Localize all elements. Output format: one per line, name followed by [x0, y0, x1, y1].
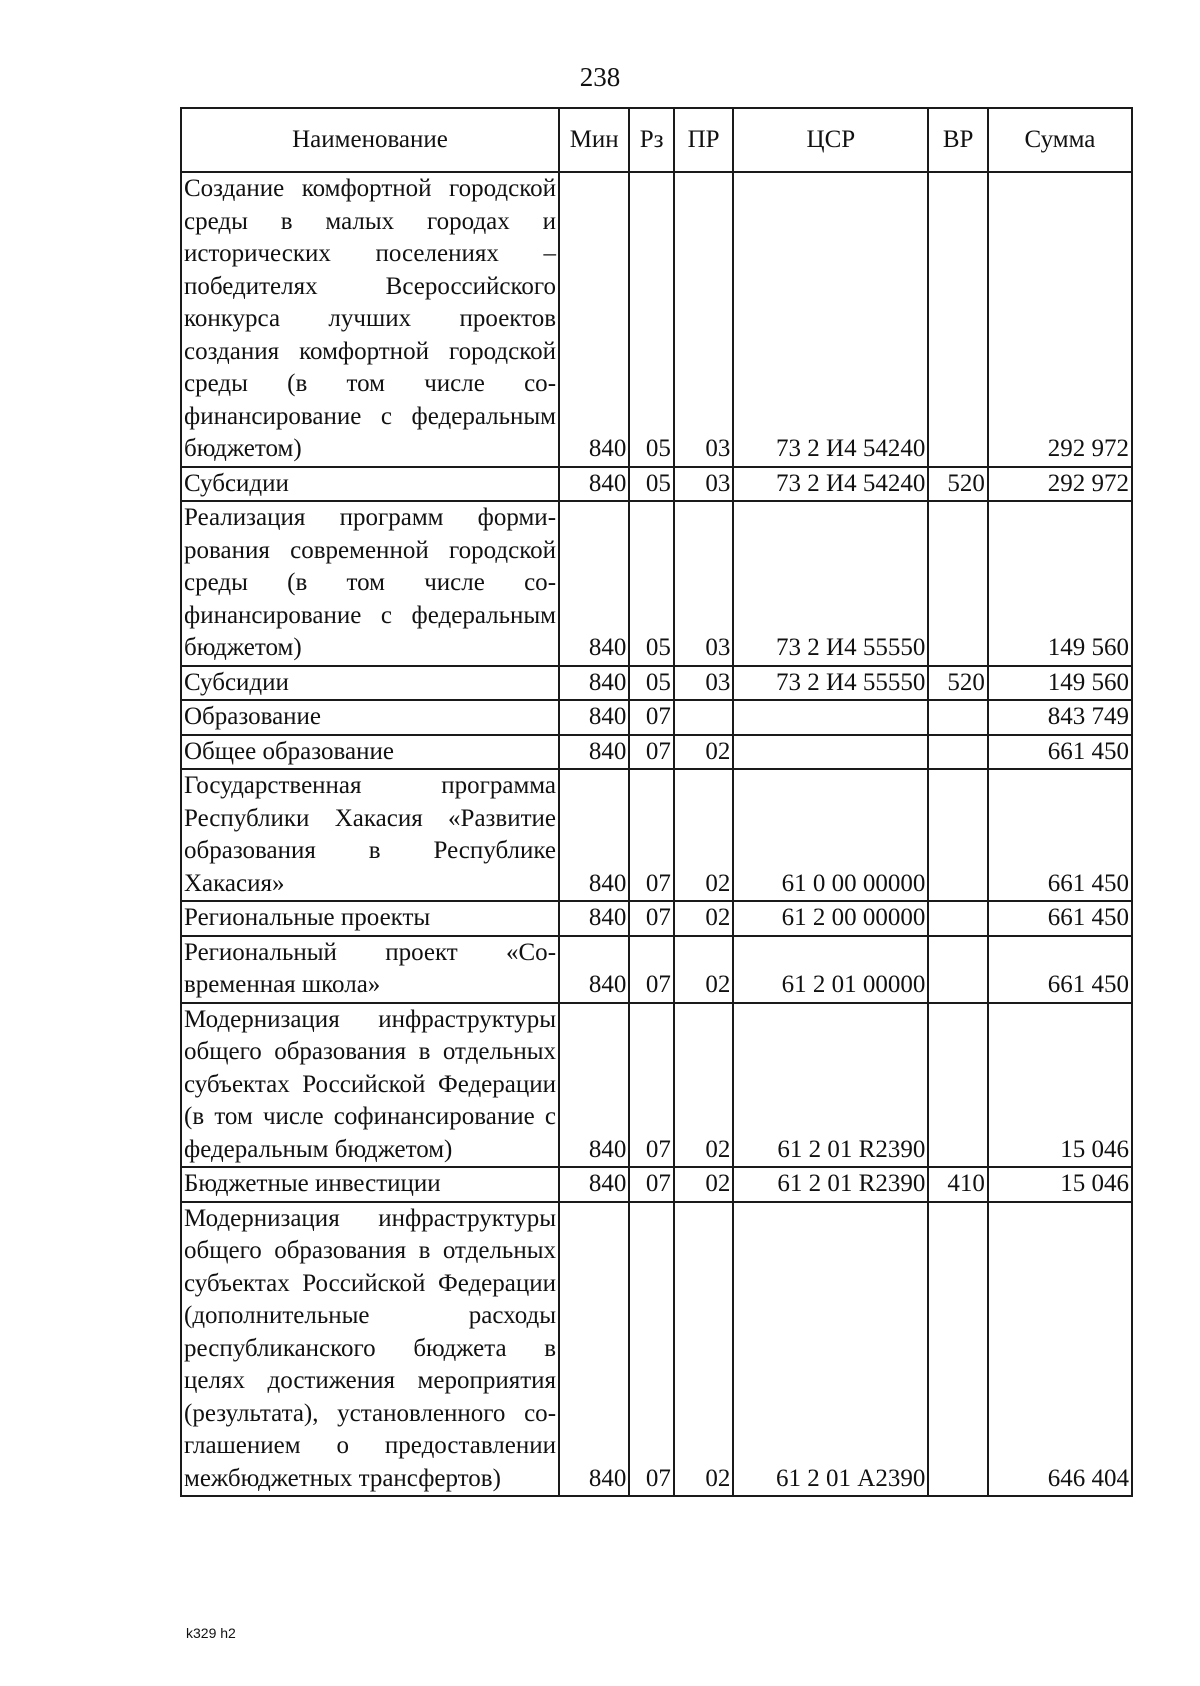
cell-pr: 03: [674, 666, 734, 701]
cell-sum: 292 972: [988, 467, 1132, 502]
cell-vr: [928, 172, 988, 467]
cell-rz: 07: [629, 901, 673, 936]
header-rz: Рз: [629, 108, 673, 172]
cell-min: 840: [559, 501, 629, 666]
cell-csr: 73 2 И4 55550: [733, 501, 928, 666]
cell-vr: [928, 936, 988, 1003]
cell-vr: [928, 700, 988, 735]
cell-rz: 07: [629, 1003, 673, 1168]
cell-min: 840: [559, 172, 629, 467]
header-name: Наименование: [181, 108, 559, 172]
header-min: Мин: [559, 108, 629, 172]
header-sum: Сумма: [988, 108, 1132, 172]
cell-pr: 03: [674, 501, 734, 666]
cell-pr: 02: [674, 1202, 734, 1497]
cell-csr: 61 2 01 R2390: [733, 1167, 928, 1202]
cell-vr: 410: [928, 1167, 988, 1202]
cell-vr: [928, 769, 988, 901]
budget-table: [180, 107, 1133, 1497]
cell-min: 840: [559, 1202, 629, 1497]
cell-name: Образование: [181, 700, 559, 735]
cell-csr: 61 2 01 00000: [733, 936, 928, 1003]
cell-csr: 73 2 И4 55550: [733, 666, 928, 701]
cell-rz: 05: [629, 172, 673, 467]
cell-sum: 661 450: [988, 735, 1132, 770]
table-row: [181, 1003, 1132, 1168]
cell-pr: 03: [674, 467, 734, 502]
header-vr: ВР: [928, 108, 988, 172]
cell-vr: [928, 901, 988, 936]
cell-pr: 02: [674, 901, 734, 936]
table-row: [181, 735, 1132, 770]
cell-sum: 149 560: [988, 666, 1132, 701]
page-number: 238: [579, 62, 621, 92]
cell-name: Бюджетные инвестиции: [181, 1167, 559, 1202]
cell-csr: 73 2 И4 54240: [733, 172, 928, 467]
header-row: [181, 108, 1132, 172]
table-row: [181, 1167, 1132, 1202]
table-row: [181, 769, 1132, 901]
cell-csr: 61 0 00 00000: [733, 769, 928, 901]
cell-name: Модернизация инфраструктуры общего образования в отдельных субъектах Российской Федерации (дополнительные расходы республиканского бюджета в целях достижения мероприятия (результата), установленного соглашением о предоставлении межбюджетных трансфертов): [181, 1202, 559, 1497]
header-pr: ПР: [674, 108, 734, 172]
cell-vr: [928, 735, 988, 770]
cell-name: Субсидии: [181, 666, 559, 701]
cell-rz: 07: [629, 1167, 673, 1202]
table-row: [181, 700, 1132, 735]
cell-sum: 661 450: [988, 936, 1132, 1003]
cell-name: Государственная программа Республики Хакасия «Развитие образования в Республике Хакасия»: [181, 769, 559, 901]
cell-sum: 15 046: [988, 1003, 1132, 1168]
cell-vr: 520: [928, 467, 988, 502]
cell-rz: 07: [629, 769, 673, 901]
cell-min: 840: [559, 901, 629, 936]
cell-csr: [733, 700, 928, 735]
cell-min: 840: [559, 769, 629, 901]
cell-vr: [928, 1202, 988, 1497]
cell-min: 840: [559, 1167, 629, 1202]
cell-sum: 149 560: [988, 501, 1132, 666]
table-row: [181, 666, 1132, 701]
cell-rz: 07: [629, 700, 673, 735]
cell-name: Общее образование: [181, 735, 559, 770]
table-row: [181, 172, 1132, 467]
table-row: [181, 936, 1132, 1003]
cell-sum: 661 450: [988, 769, 1132, 901]
cell-csr: 73 2 И4 54240: [733, 467, 928, 502]
footer-code: k329 h2: [186, 1625, 236, 1641]
cell-pr: [674, 700, 734, 735]
cell-name: Модернизация инфраструктуры общего образования в отдельных субъектах Российской Федерации (в том числе софинансирование с федеральным бюджетом): [181, 1003, 559, 1168]
cell-pr: 02: [674, 735, 734, 770]
table-row: [181, 467, 1132, 502]
cell-name: Реализация программ формирования современной городской среды (в том числе софинансирование с федеральным бюджетом): [181, 501, 559, 666]
cell-min: 840: [559, 1003, 629, 1168]
cell-min: 840: [559, 666, 629, 701]
cell-name: Субсидии: [181, 467, 559, 502]
cell-sum: 843 749: [988, 700, 1132, 735]
cell-rz: 05: [629, 501, 673, 666]
cell-rz: 07: [629, 735, 673, 770]
cell-pr: 02: [674, 936, 734, 1003]
cell-pr: 02: [674, 1167, 734, 1202]
cell-vr: 520: [928, 666, 988, 701]
cell-pr: 02: [674, 1003, 734, 1168]
cell-min: 840: [559, 467, 629, 502]
cell-pr: 03: [674, 172, 734, 467]
cell-name: Региональные проекты: [181, 901, 559, 936]
cell-sum: 292 972: [988, 172, 1132, 467]
cell-sum: 15 046: [988, 1167, 1132, 1202]
cell-csr: 61 2 01 А2390: [733, 1202, 928, 1497]
cell-csr: 61 2 01 R2390: [733, 1003, 928, 1168]
cell-sum: 646 404: [988, 1202, 1132, 1497]
cell-rz: 07: [629, 1202, 673, 1497]
table-row: [181, 501, 1132, 666]
table-row: [181, 1202, 1132, 1497]
cell-csr: [733, 735, 928, 770]
cell-name: Региональный проект «Современная школа»: [181, 936, 559, 1003]
cell-min: 840: [559, 936, 629, 1003]
cell-min: 840: [559, 735, 629, 770]
cell-rz: 05: [629, 666, 673, 701]
cell-sum: 661 450: [988, 901, 1132, 936]
cell-rz: 07: [629, 936, 673, 1003]
cell-csr: 61 2 00 00000: [733, 901, 928, 936]
header-csr: ЦСР: [733, 108, 928, 172]
cell-rz: 05: [629, 467, 673, 502]
cell-name: Создание комфортной городской среды в малых городах и исторических поселениях – победителях Всероссийского конкурса лучших проектов создания комфортной городской среды (в том числе софинансирование с федеральным бюджетом): [181, 172, 559, 467]
cell-vr: [928, 1003, 988, 1168]
table-row: [181, 901, 1132, 936]
cell-min: 840: [559, 700, 629, 735]
cell-vr: [928, 501, 988, 666]
cell-pr: 02: [674, 769, 734, 901]
